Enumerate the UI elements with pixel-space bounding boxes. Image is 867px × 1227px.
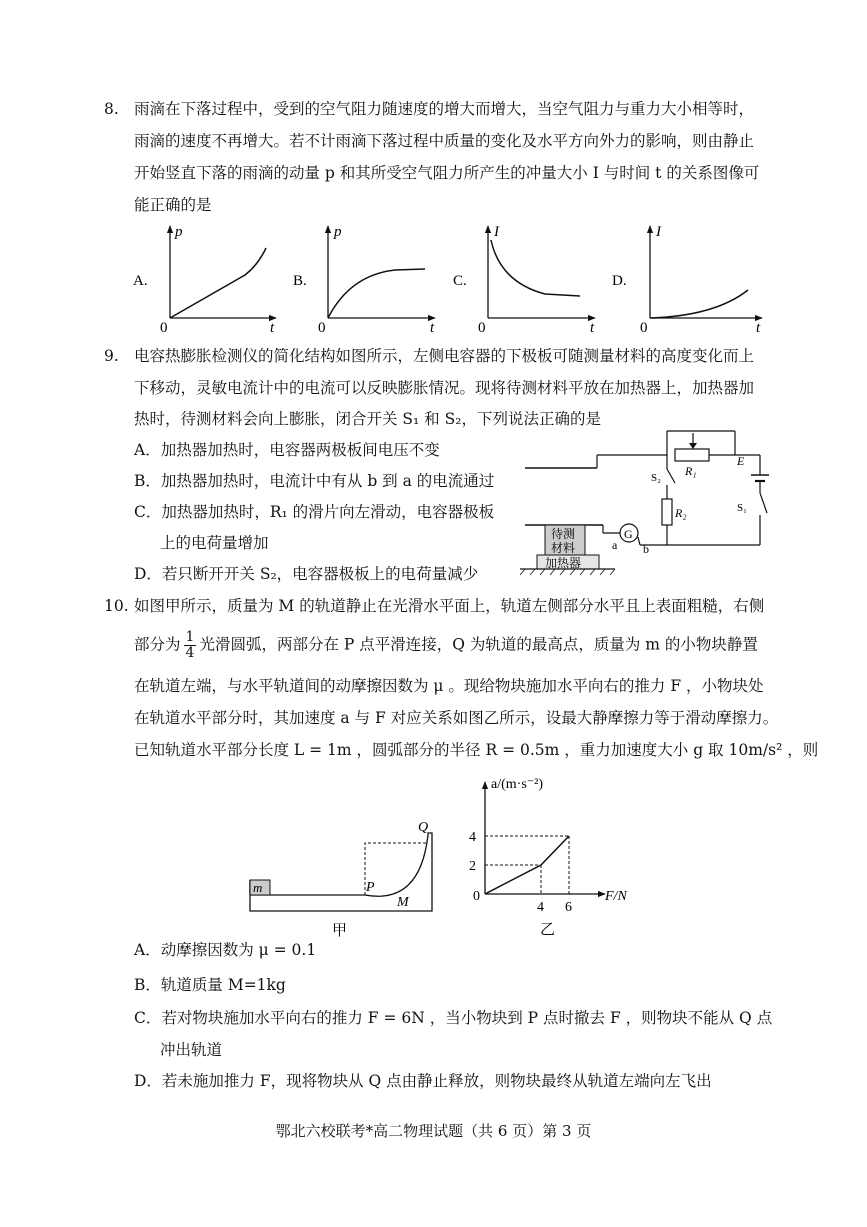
q8-graph-c-xlabel: t <box>590 320 595 336</box>
q9-material-label-2: 材料 <box>551 541 576 555</box>
q8-line-2: 雨滴的速度不再增大。若不计雨滴下落过程中质量的变化及水平方向外力的影响，则由静止 <box>134 132 755 150</box>
chart-ytick-label: 4 <box>469 830 476 845</box>
q9-option-c: C．加热器加热时，R₁ 的滑片向左滑动，电容器极板 <box>134 503 495 521</box>
q9-switch-s2 <box>667 469 675 483</box>
q10-line-3: 在轨道左端，与水平轨道间的动摩擦因数为 μ 。现给物块施加水平向右的推力 F ，小物块处 <box>134 677 764 695</box>
q8-graph-b-option: B. <box>293 273 307 289</box>
q8-graph-d-origin: 0 <box>640 320 648 336</box>
q8-graph-a-ylabel: p <box>175 224 183 240</box>
q9-circuit-diagram <box>515 425 815 585</box>
chart-xtick-label: 6 <box>565 900 572 915</box>
q10-caption-jia: 甲 <box>332 923 348 939</box>
q9-r2-label: R₂ <box>675 506 687 520</box>
q10-line-1: 如图甲所示，质量为 M 的轨道静止在光滑水平面上，轨道左侧部分水平且上表面粗糙，右侧 <box>134 597 765 615</box>
q10-line-4: 在轨道水平部分时，其加速度 a 与 F 对应关系如图乙所示，设最大静摩擦力等于滑动摩擦力。 <box>134 709 779 727</box>
q10-line-2 <box>134 630 758 661</box>
chart-ytick-label: 2 <box>469 859 476 874</box>
q10-quarter-fraction: $\frac{1}{4}$ <box>185 629 195 661</box>
q8-graph-d-xlabel: t <box>756 320 761 336</box>
q9-line-3: 热时，待测材料会向上膨胀，闭合开关 S₁ 和 S₂，下列说法正确的是 <box>134 410 601 428</box>
q8-option-graphs <box>0 220 867 350</box>
q10-figure-yi-chart <box>455 772 655 952</box>
q9-option-a: A．加热器加热时，电容器两极板间电压不变 <box>134 441 440 459</box>
q10-M-label: M <box>397 895 409 910</box>
q8-graph-d-option: D. <box>612 273 627 289</box>
q8-graph-b-origin: 0 <box>318 320 326 336</box>
q8-graph-c-ylabel: I <box>494 224 499 240</box>
q9-material-label-1: 待测 <box>551 527 576 541</box>
q8-graph-d-ylabel: I <box>656 224 661 240</box>
q10-option-a: A．动摩擦因数为 μ = 0.1 <box>134 941 317 959</box>
q8-line-4: 能正确的是 <box>134 196 212 214</box>
q10-option-b: B．轨道质量 M=1kg <box>134 976 286 994</box>
chart-xtick-label: 4 <box>537 900 544 915</box>
q9-option-d: D．若只断开开关 S₂，电容器极板上的电荷量减少 <box>134 565 479 583</box>
q9-switch-s1 <box>760 493 767 513</box>
q10-line-2-post: 光滑圆弧，两部分在 P 点平滑连接，Q 为轨道的最高点，质量为 m 的小物块静置 <box>199 635 758 654</box>
q9-r2-resistor <box>662 499 672 525</box>
q9-heater-label: 加热器 <box>545 556 582 570</box>
q8-graph-d <box>612 224 762 336</box>
q9-b-label: b <box>643 542 649 556</box>
chart-ylabel: a/(m·s⁻²) <box>491 777 544 792</box>
q8-line-3: 开始竖直下落的雨滴的动量 p 和其所受空气阻力所产生的冲量大小 I 与时间 t 的关系图像可 <box>134 164 760 182</box>
q9-e-label: E <box>737 454 745 468</box>
q8-graph-c-option: C. <box>453 273 467 289</box>
q8-graph-a-origin: 0 <box>160 320 168 336</box>
q8-graph-b <box>293 224 435 336</box>
q10-number: 10. <box>104 597 129 615</box>
q10-option-d: D．若未施加推力 F，现将物块从 Q 点由静止释放，则物块最终从轨道左端向左飞出 <box>134 1072 712 1090</box>
q8-graph-a-option: A. <box>133 273 148 289</box>
q9-line-2: 下移动，灵敏电流计中的电流可以反映膨胀情况。现将待测材料平放在加热器上，加热器加 <box>134 379 755 397</box>
q9-a-label: a <box>612 538 618 552</box>
chart-xlabel: F/N <box>605 889 627 904</box>
page-footer: 鄂北六校联考*高二物理试题（共 6 页）第 3 页 <box>275 1122 592 1140</box>
q9-r1-resistor <box>675 449 709 461</box>
q8-graph-b-ylabel: p <box>334 224 342 240</box>
q8-graph-c <box>453 224 595 336</box>
q8-line-1: 雨滴在下落过程中，受到的空气阻力随速度的增大而增大，当空气阻力与重力大小相等时， <box>134 100 755 118</box>
q10-p-label: P <box>366 880 375 895</box>
q10-option-c-cont: 冲出轨道 <box>160 1041 223 1059</box>
q9-galv-label: G <box>624 527 633 541</box>
q9-r1-label: R₁ <box>685 464 697 478</box>
chart-origin: 0 <box>473 889 480 904</box>
q10-m-label: m <box>253 880 263 895</box>
q9-line-1: 电容热膨胀检测仪的简化结构如图所示，左侧电容器的下极板可随测量材料的高度变化而上 <box>134 347 755 365</box>
q10-figure-jia <box>240 785 440 945</box>
q9-option-b: B．加热器加热时，电流计中有从 b 到 a 的电流通过 <box>134 472 495 490</box>
q10-option-c: C．若对物块施加水平向右的推力 F = 6N ，当小物块到 P 点时撤去 F ，则物块不能从 Q 点 <box>134 1009 773 1027</box>
q10-line-2-pre: 部分为 <box>134 635 181 654</box>
q8-graph-c-origin: 0 <box>478 320 486 336</box>
q9-option-c-cont: 上的电荷量增加 <box>160 534 269 552</box>
q8-graph-a-xlabel: t <box>270 320 275 336</box>
q8-graph-b-xlabel: t <box>430 320 435 336</box>
q8-graph-a <box>133 224 276 336</box>
q8-number: 8. <box>104 100 119 118</box>
q9-number: 9. <box>104 347 119 365</box>
q9-s2-label: S₂ <box>651 472 661 484</box>
q10-line-5: 已知轨道水平部分长度 L = 1m ，圆弧部分的半径 R = 0.5m ，重力加速度大小 g 取 10m/s² ，则 <box>134 741 819 759</box>
q9-s1-label: S₁ <box>737 502 747 514</box>
q10-caption-yi: 乙 <box>540 922 556 938</box>
q10-q-label: Q <box>418 820 429 835</box>
